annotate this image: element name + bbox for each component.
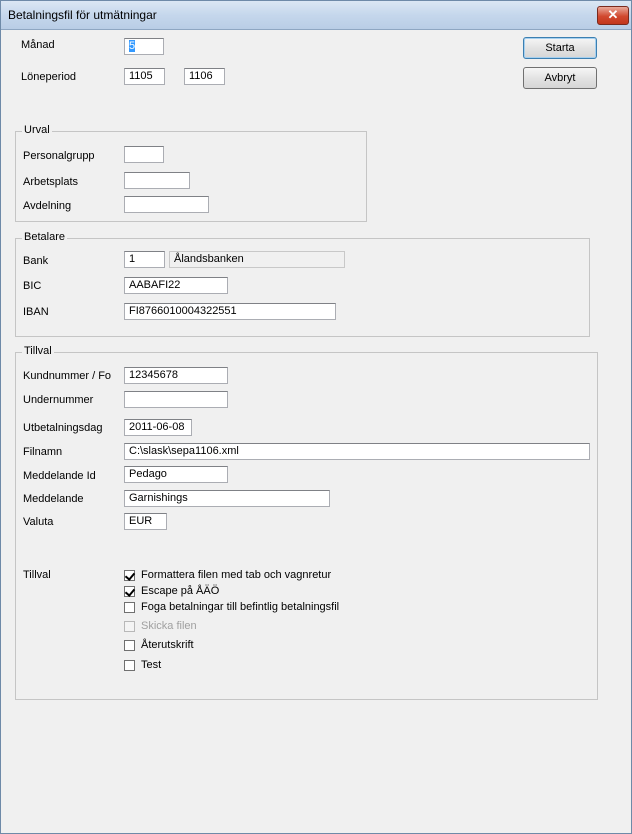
option-append-payments[interactable]	[124, 599, 339, 615]
personalgrupp-input[interactable]	[124, 146, 164, 163]
checkbox	[124, 621, 135, 632]
option-test[interactable]	[124, 657, 161, 673]
filnamn-label: Filnamn	[23, 446, 63, 458]
filnamn-input[interactable]: C:\slask\sepa1106.xml	[124, 443, 590, 460]
option-label: Test	[141, 659, 162, 671]
close-button[interactable]: ✕	[597, 6, 629, 25]
option-reprint[interactable]	[124, 637, 194, 653]
personalgrupp-label: Personalgrupp	[23, 150, 95, 162]
checkbox[interactable]	[124, 602, 135, 613]
bank-name-field: Ålandsbanken	[169, 251, 345, 268]
option-label: Formattera filen med tab och vagnretur	[141, 569, 332, 581]
kundnummer-label: Kundnummer / Fo	[23, 370, 112, 382]
tillval-group	[15, 345, 598, 700]
title-bar[interactable]	[1, 1, 631, 30]
meddelande-id-label: Meddelande Id	[23, 470, 96, 482]
checkbox[interactable]	[124, 586, 135, 597]
meddelande-label: Meddelande	[23, 493, 84, 505]
month-value: 5	[129, 40, 136, 52]
bic-label: BIC	[23, 280, 42, 292]
option-label: Foga betalningar till befintlig betalningsfil	[141, 601, 340, 613]
period-label: Löneperiod	[21, 71, 77, 83]
period-from-input[interactable]: 1105	[124, 68, 165, 85]
bank-label: Bank	[23, 255, 49, 267]
utbetalningsdag-label: Utbetalningsdag	[23, 422, 103, 434]
iban-label: IBAN	[23, 306, 49, 318]
arbetsplats-input[interactable]	[124, 172, 190, 189]
option-format-tab[interactable]	[124, 567, 331, 583]
checkbox[interactable]	[124, 640, 135, 651]
undernummer-label: Undernummer	[23, 394, 94, 406]
option-label: Återutskrift	[141, 639, 194, 651]
month-label: Månad	[21, 39, 55, 51]
meddelande-input[interactable]: Garnishings	[124, 490, 330, 507]
checkbox[interactable]	[124, 570, 135, 581]
kundnummer-input[interactable]: 12345678	[124, 367, 228, 384]
options-label: Tillval	[23, 569, 51, 581]
option-escape-aao[interactable]	[124, 583, 219, 599]
avdelning-label: Avdelning	[23, 200, 72, 212]
option-label: Escape på ÅÄÖ	[141, 585, 220, 597]
undernummer-input[interactable]	[124, 391, 228, 408]
betalare-group-title: Betalare	[24, 231, 65, 243]
valuta-input[interactable]: EUR	[124, 513, 167, 530]
window-title: Betalningsfil för utmätningar	[8, 8, 157, 22]
month-input[interactable]	[124, 38, 164, 55]
iban-input[interactable]: FI8766010004322551	[124, 303, 336, 320]
option-label: Skicka filen	[141, 620, 197, 632]
period-to-input[interactable]: 1106	[184, 68, 225, 85]
arbetsplats-label: Arbetsplats	[23, 176, 79, 188]
cancel-button[interactable]: Avbryt	[523, 67, 597, 89]
option-send-file	[124, 618, 197, 634]
avdelning-input[interactable]	[124, 196, 209, 213]
meddelande-id-input[interactable]: Pedago	[124, 466, 228, 483]
start-button[interactable]: Starta	[523, 37, 597, 59]
valuta-label: Valuta	[23, 516, 54, 528]
urval-group-title: Urval	[24, 124, 50, 136]
tillval-group-title: Tillval	[24, 345, 52, 357]
bank-code-input[interactable]: 1	[124, 251, 165, 268]
utbetalningsdag-input[interactable]: 2011-06-08	[124, 419, 192, 436]
checkbox[interactable]	[124, 660, 135, 671]
bic-input[interactable]: AABAFI22	[124, 277, 228, 294]
